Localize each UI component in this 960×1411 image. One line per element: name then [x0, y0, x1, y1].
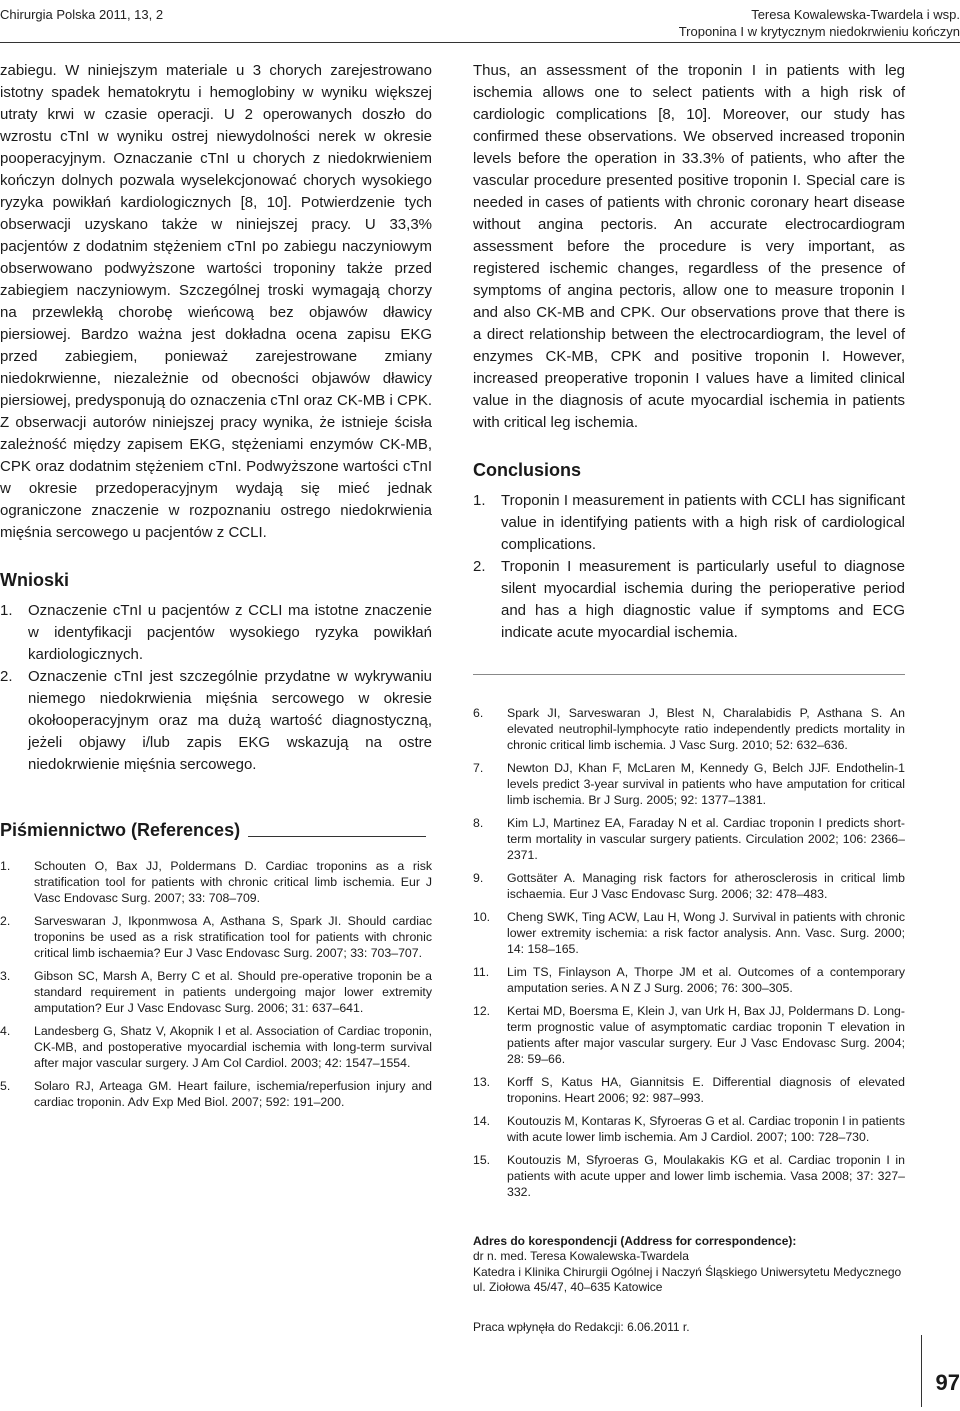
reference-item [473, 1003, 905, 1067]
list-item-number: 2. [473, 558, 486, 575]
reference-number: 3. [0, 969, 11, 983]
english-conclusions-heading: Conclusions [473, 460, 582, 480]
list-item-text: Troponin I measurement in patients with CCLI has significant value in identifying patients with a high risk of cardiological complications. [501, 492, 905, 553]
polish-conclusions-heading: Wnioski [0, 570, 70, 590]
list-item [473, 490, 905, 556]
left-column [0, 60, 432, 1117]
correspondence-title: Adres do korespondencji (Address for correspondence): [473, 1234, 797, 1248]
references-heading: Piśmiennictwo (References) [0, 820, 241, 840]
polish-conclusions-list [0, 600, 432, 776]
header-authors: Teresa Kowalewska-Twardela i wsp. [751, 7, 960, 22]
english-discussion-text: Thus, an assessment of the troponin I in patients with leg ischemia allows one to select patients with a high risk of cardiologic complications [8, 10]. Moreover, our study has confirmed these observations. We observed increased troponin levels before the operation in 33.3% of patients, who after the vascular procedure presented positive troponin I. Special care is needed in cases of patients with chronic coronary heart disease without angina pectoris. An accurate electrocardiogram assessment before the procedure is very important, as registered ischemic changes, regardless of the presence of symptoms of angina pectoris, allow one to measure troponin I and also CK-MB and CPK. Our observations prove that there is a direct relationship between the electrocardiogram, the level of enzymes CK-MB, CPK and positive troponin I. However, increased preoperative troponin I values have a limited clinical value in the diagnosis of acute myocardial ischemia in patients with critical leg ischemia. [473, 62, 905, 431]
reference-item [0, 858, 432, 906]
reference-text: Koutouzis M, Kontaras K, Sfyroeras G et al. Cardiac troponin I in patients with acute lower limb ischemia. Am J Cardiol. 2007; 100: 728–730. [507, 1114, 905, 1144]
journal-citation: Chirurgia Polska 2011, 13, 2 [0, 7, 164, 22]
reference-item [0, 913, 432, 961]
reference-number: 11. [473, 965, 490, 979]
polish-discussion-text: zabiegu. W niniejszym materiale u 3 chorych zarejestrowano istotny spadek hematokrytu i hemoglobiny w wyniku większej utraty krwi w czasie operacji. U 2 operowanych doszło do wzrostu cTnI w wyniku ostrej niewydolności nerek w okresie pooperacyjnym. Oznaczanie cTnI u chorych z niedokrwieniem kończyn dolnych pozwala wyselekcjonować chorych wysokiego ryzyka powikłań kardiologicznych [8, 10]. Potwierdzenie tych obserwacji uzyskano także w niniejszej pracy. U 33,3% pacjentów z dodatnim stężeniem cTnI po zabiegu naczyniowym obserwowano podwyższone wartości troponiny także przed zabiegiem naczyniowym. Szczególnej troski wymagają chorzy na przewlekłą chorobę wieńcową bez objawów dławicy piersiowej. Bardzo ważna jest dokładna ocena zapisu EKG przed zabiegiem, ponieważ zarejestrowane zmiany niedokrwienne, niezależnie od obecności objawów dławicy piersiowej, predysponują do oznaczenia cTnI oraz CK-MB i CPK. Z obserwacji autorów niniejszej pracy wynika, że istnieje ścisła zależność między zapisem EKG, stężeniami enzymów CK-MB, CPK oraz dodatnim stężeniem cTnI. Podwyższone wartości cTnI w okresie przedoperacyjnym wydają się mieć jednak ograniczone znaczenie w rozpoznaniu ostrego niedokrwienia mięśnia sercowego u pacjentów z CCLI. [0, 62, 432, 541]
english-conclusions-list [473, 490, 905, 644]
list-item-number: 2. [0, 668, 13, 685]
references-heading-row [0, 818, 432, 842]
list-item [473, 556, 905, 644]
reference-item [0, 1078, 432, 1110]
reference-text: Gottsäter A. Managing risk factors for atherosclerosis in critical limb ischaemia. Eur J Vasc Endovasc Surg. 2006; 32: 478–483. [507, 871, 905, 901]
header-rule [0, 42, 960, 43]
reference-text: Schouten O, Bax JJ, Poldermans D. Cardiac troponins as a risk stratification tool for patients with chronic critical limb ischemia. Eur J Vasc Endovasc Surg. 2007; 33: 708–709. [34, 859, 432, 905]
page-number-rule [921, 1335, 922, 1407]
reference-text: Sarveswaran J, Ikponmwosa A, Asthana S, Spark JI. Should cardiac troponins be used as a risk stratification tool for patients with chronic critical limb ischaemia? Eur J Vasc Endovasc Surg. 2007; 33: 703–707. [34, 914, 432, 960]
reference-text: Solaro RJ, Arteaga GM. Heart failure, ischemia/reperfusion injury and cardiac troponin. Adv Exp Med Biol. 2007; 592: 191–200. [34, 1079, 432, 1109]
reference-item [473, 964, 905, 996]
list-item [0, 600, 432, 666]
list-item-text: Oznaczenie cTnI jest szczególnie przydatne w wykrywaniu niemego niedokrwienia mięśnia sercowego w okresie okołooperacyjnym oraz ma dużą wartość diagnostyczną, jeżeli objawy i/lub zapis EKG wskazują na ostre niedokrwienie mięśnia sercowego. [28, 668, 432, 773]
article-header [679, 6, 960, 40]
reference-item [473, 909, 905, 957]
references-list-left [0, 858, 432, 1110]
reference-text: Gibson SC, Marsh A, Berry C et al. Should pre-operative troponin be a standard requirement in patients undergoing major lower extremity amputation? Eur J Vasc Endovasc Surg. 2006; 31: 637–641. [34, 969, 432, 1015]
reference-number: 9. [473, 871, 484, 885]
reference-number: 14. [473, 1114, 491, 1128]
reference-number: 10. [473, 910, 491, 924]
correspondence-name: dr n. med. Teresa Kowalewska-Twardela [473, 1249, 689, 1263]
reference-text: Spark JI, Sarveswaran J, Blest N, Charalabidis P, Asthana S. An elevated neutrophil-lymphocyte ratio independently predicts mortality in chronic critical limb ischemia. J Vasc Surg. 2010; 52: 632–636. [507, 706, 905, 752]
reference-item [473, 815, 905, 863]
references-list-right [473, 705, 905, 1200]
header-short-title: Troponina I w krytycznym niedokrwieniu kończyn [678, 24, 960, 39]
reference-item [473, 1113, 905, 1145]
reference-number: 5. [0, 1079, 11, 1093]
reference-item [0, 1023, 432, 1071]
reference-text: Cheng SWK, Ting ACW, Lau H, Wong J. Survival in patients with chronic lower extremity ischemia: a risk factor analysis. Ann. Vasc. Surg. 2000; 14: 158–165. [507, 910, 905, 956]
list-item-number: 1. [473, 492, 486, 509]
reference-number: 15. [473, 1153, 491, 1167]
reference-item [0, 968, 432, 1016]
list-item [0, 666, 432, 776]
reference-item [473, 1074, 905, 1106]
reference-number: 7. [473, 761, 484, 775]
reference-item [473, 870, 905, 902]
page-number: 97 [935, 1370, 960, 1395]
reference-text: Lim TS, Finlayson A, Thorpe JM et al. Outcomes of a contemporary amputation series. A N Z J Surg. 2006; 76: 300–305. [507, 965, 905, 995]
reference-number: 4. [0, 1024, 11, 1038]
correspondence-block [473, 1233, 905, 1335]
reference-number: 8. [473, 816, 484, 830]
reference-number: 2. [0, 914, 11, 928]
reference-number: 13. [473, 1075, 491, 1089]
list-item-number: 1. [0, 602, 13, 619]
references-heading-rule [248, 836, 426, 837]
reference-number: 12. [473, 1004, 491, 1018]
reference-text: Kim LJ, Martinez EA, Faraday N et al. Cardiac troponin I predicts short-term mortality in vascular surgery patients. Circulation 2002; 106: 2366–2371. [507, 816, 905, 862]
reference-item [473, 1152, 905, 1200]
received-date: Praca wpłynęła do Redakcji: 6.06.2011 r. [473, 1319, 690, 1334]
reference-text: Korff S, Katus HA, Giannitsis E. Differential diagnosis of elevated troponins. Heart 2006; 92: 987–993. [507, 1075, 905, 1105]
reference-text: Newton DJ, Khan F, McLaren M, Kennedy G, Belch JJF. Endothelin-1 levels predict 3-year survival in patients who have amputation for critical limb ischemia. Br J Surg. 2005; 92: 1377–1381. [507, 761, 905, 807]
correspondence-address: ul. Ziołowa 45/47, 40–635 Katowice [473, 1280, 663, 1294]
reference-number: 6. [473, 706, 484, 720]
reference-text: Koutouzis M, Sfyroeras G, Moulakakis KG et al. Cardiac troponin I in patients with acute upper and lower limb ischemia. Vasa 2008; 37: 327–332. [507, 1153, 905, 1199]
reference-number: 1. [0, 859, 11, 873]
list-item-text: Troponin I measurement is particularly useful to diagnose silent myocardial ischemia during the perioperative period and has a high diagnostic value if symptoms and ECG indicate acute myocardial ischemia. [501, 558, 905, 641]
reference-text: Landesberg G, Shatz V, Akopnik I et al. Association of Cardiac troponin, CK-MB, and postoperative myocardial ischemia with long-term survival after major vascular surgery. J Am Col Cardiol. 2003; 42: 1547–1554. [34, 1024, 432, 1070]
list-item-text: Oznaczenie cTnI u pacjentów z CCLI ma istotne znaczenie w identyfikacji pacjentów wysokiego ryzyka powikłań kardiologicznych. [28, 602, 432, 663]
journal-header [0, 6, 163, 23]
correspondence-affiliation: Katedra i Klinika Chirurgii Ogólnej i Naczyń Śląskiego Uniwersytetu Medycznego [473, 1264, 902, 1279]
reference-text: Kertai MD, Boersma E, Klein J, van Urk H, Bax JJ, Poldermans D. Long-term prognostic value of asymptomatic cardiac troponin T elevation in patients after major vascular surgery. Eur J Vasc Endovasc Surg. 2004; 28: 59–66. [507, 1004, 905, 1066]
reference-item [473, 705, 905, 753]
reference-item [473, 760, 905, 808]
right-column [473, 60, 905, 1335]
